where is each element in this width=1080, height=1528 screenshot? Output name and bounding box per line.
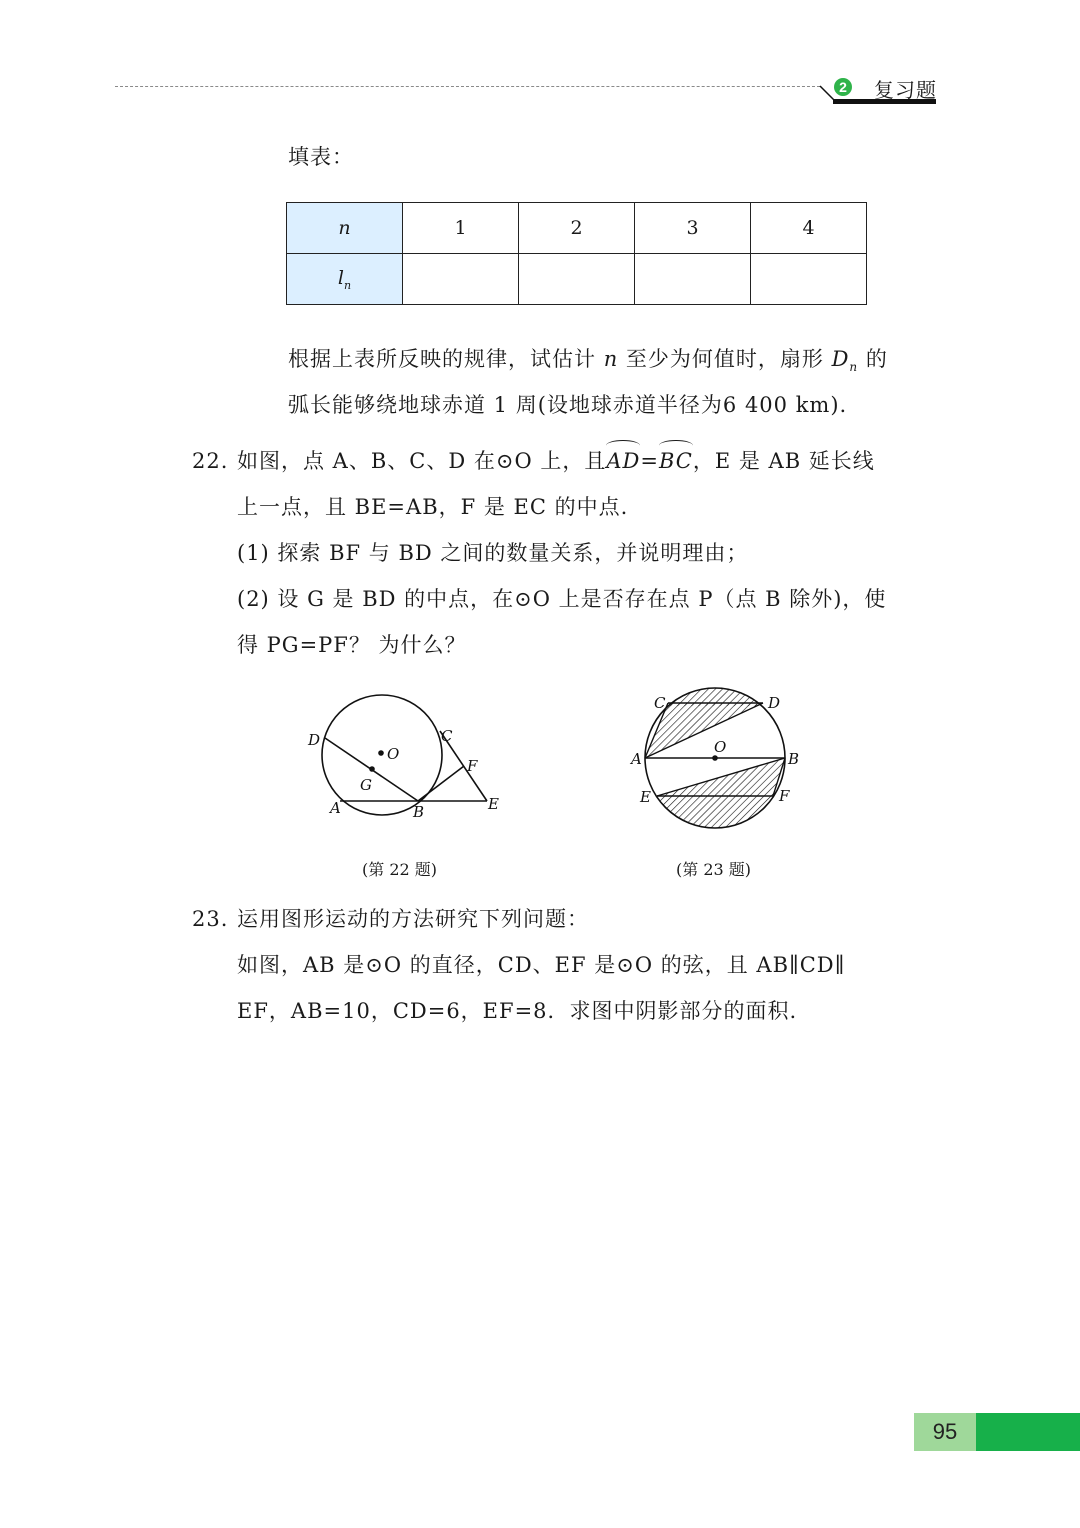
label-f: F [779,787,790,805]
chapter-title: 复习题 [874,78,937,102]
table-row [287,203,867,254]
figure-23-caption: (第 23 题) [676,860,752,879]
q22-line1: 如图，点 A、B、C、D 在⊙O 上，且 AD= BC，E 是 AB 延长线 [237,446,875,476]
label-o: O [387,745,400,763]
q23-number: 23. [192,907,229,931]
figure-23 [625,680,815,840]
fill-table [286,202,867,305]
label-b: B [788,750,800,768]
q21-line1: 根据上表所反映的规律，试估计 n 至少为何值时，扇形 $D_n$ 的 [288,347,888,375]
label-o: O [714,738,727,756]
fill-table-label: 填表： [288,145,354,169]
q22-part2-line1: (2) 设 G 是 BD 的中点，在⊙O 上是否存在点 P（点 B 除外)，使 [237,587,887,611]
table-cell: 2 [519,203,635,254]
header-dashed-line [115,86,820,87]
point-o [712,755,718,761]
table-cell-empty [635,254,751,305]
table-cell: 1 [403,203,519,254]
table-cell: 3 [635,203,751,254]
q23-line2: 如图，AB 是⊙O 的直径，CD、EF 是⊙O 的弦，且 AB∥CD∥ [237,953,846,977]
page-tab-dark [976,1413,1080,1451]
segment-bf [418,766,464,801]
q22-line2: 上一点，且 BE=AB，F 是 EC 的中点. [237,495,629,519]
table-cell-empty [519,254,635,305]
table-cell: 4 [751,203,867,254]
table-head-ln: $l_n$ [287,254,403,305]
label-d: D [308,731,321,749]
q23-line3: EF，AB=10，CD=6，EF=8．求图中阴影部分的面积. [237,999,798,1023]
q22-number: 22. [192,449,229,473]
q22-part1: (1) 探索 BF 与 BD 之间的数量关系，并说明理由； [237,541,749,565]
figure-22 [300,685,520,835]
label-e: E [488,795,499,813]
label-e: E [640,788,651,806]
label-g: G [360,776,372,794]
bottom-segment-shade [643,796,793,836]
table-row [287,254,867,305]
label-a: A [631,750,642,768]
table-cell-empty [403,254,519,305]
page-number: 95 [932,1419,958,1444]
q21-line2: 弧长能够绕地球赤道 1 周(设地球赤道半径为6 400 km). [288,393,848,417]
label-f: F [467,757,478,775]
point-o [378,750,384,756]
q22-part2-line2: 得 PG=PF？ 为什么？ [237,633,467,657]
label-d: D [768,694,781,712]
label-a: A [330,799,341,817]
chapter-badge: 2 [834,78,852,96]
table-head-n: n [287,203,403,254]
q23-line1: 运用图形运动的方法研究下列问题： [237,907,589,931]
table-cell-empty [751,254,867,305]
figure-22-caption: (第 22 题) [362,860,438,879]
point-g [369,766,375,772]
label-c: C [441,727,453,745]
label-c: C [654,694,666,712]
label-b: B [413,803,425,821]
